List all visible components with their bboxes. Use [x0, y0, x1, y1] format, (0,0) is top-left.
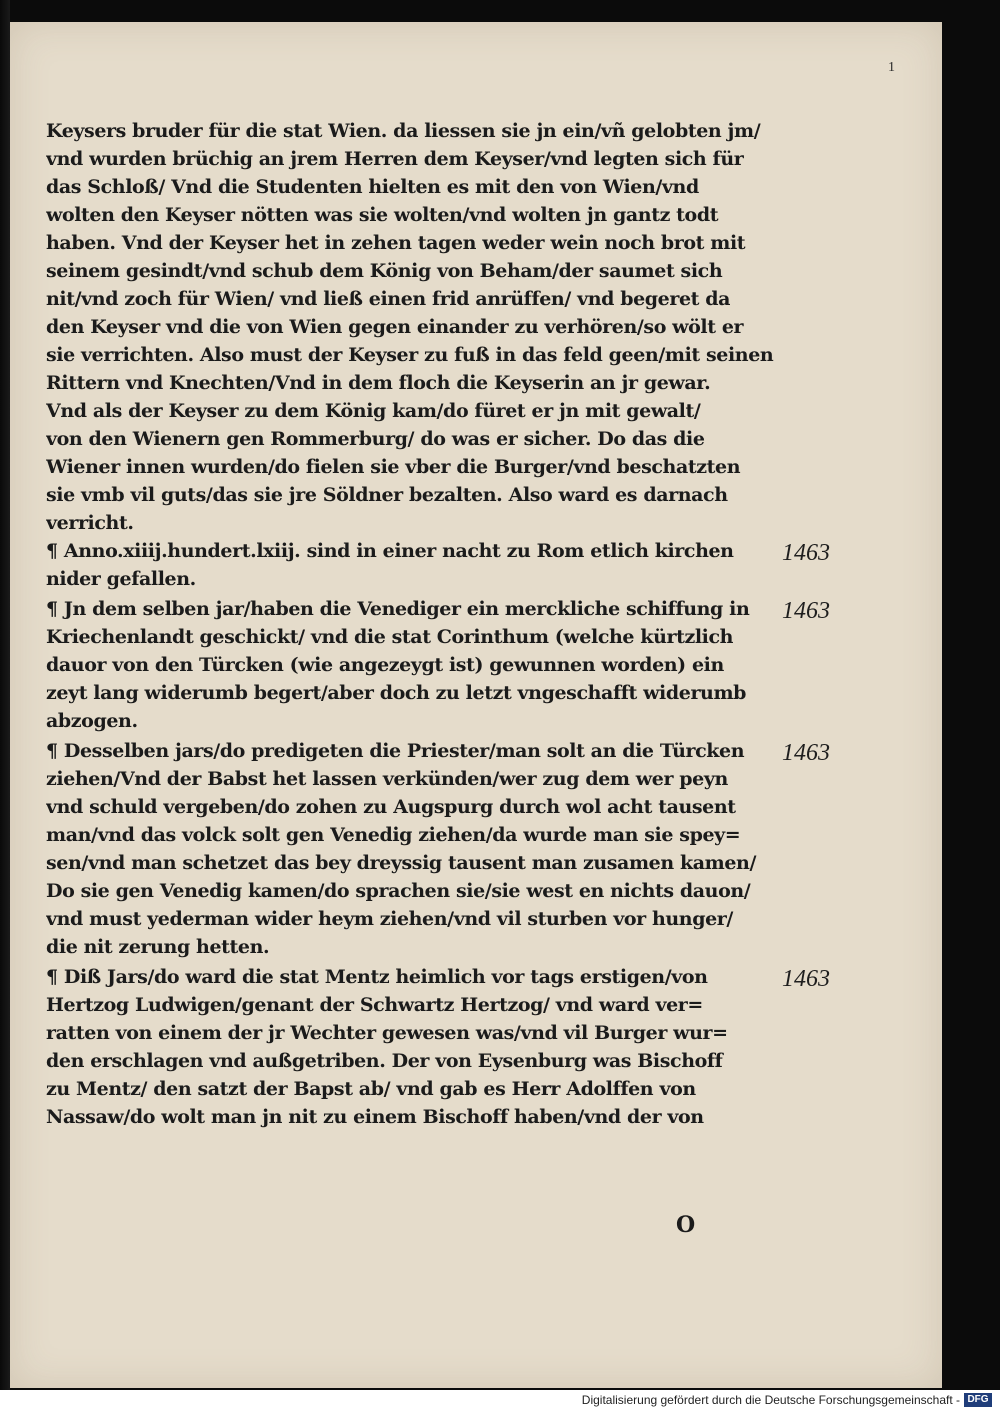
- scanned-page: [10, 22, 942, 1388]
- text-line: verricht.: [46, 512, 134, 534]
- text-line: haben. Vnd der Keyser het in zehen tagen weder wein noch brot mit: [46, 232, 746, 254]
- text-line: den erschlagen vnd außgetriben. Der von Eysenburg was Bischoff: [46, 1050, 723, 1072]
- text-line: die nit zerung hetten.: [46, 936, 270, 958]
- text-line: Rittern vnd Knechten/Vnd in dem floch die Keyserin an jr gewar.: [46, 372, 711, 394]
- text-line: Keysers bruder für die stat Wien. da liessen sie jn ein/vñ gelobten jm/: [46, 120, 761, 142]
- folio-mark: 1: [888, 60, 895, 75]
- margin-year: 1463: [782, 598, 830, 624]
- margin-year: 1463: [782, 540, 830, 566]
- margin-year: 1463: [782, 740, 830, 766]
- text-line: sen/vnd man schetzet das bey dreyssig tausent man zusamen kamen/: [46, 852, 757, 874]
- text-line: den Keyser vnd die von Wien gegen einander zu verhören/so wölt er: [46, 316, 744, 338]
- text-line: das Schloß/ Vnd die Studenten hielten es mit den von Wien/vnd: [46, 176, 699, 198]
- text-line: Do sie gen Venedig kamen/do sprachen sie/sie west en nichts dauon/: [46, 880, 751, 902]
- text-line: Nassaw/do wolt man jn nit zu einem Bischoff haben/vnd der von: [46, 1106, 704, 1128]
- text-line: ¶ Diß Jars/do ward die stat Mentz heimlich vor tags erstigen/von: [46, 966, 708, 988]
- text-line: zeyt lang widerumb begert/aber doch zu letzt vngeschafft widerumb: [46, 682, 747, 704]
- text-line: vnd must yederman wider heym ziehen/vnd vil sturben vor hunger/: [46, 908, 733, 930]
- book-binding-edge: [0, 0, 10, 1390]
- text-line: ¶ Desselben jars/do predigeten die Priester/man solt an die Türcken: [46, 740, 745, 762]
- text-line: nit/vnd zoch für Wien/ vnd ließ einen frid anrüffen/ vnd begeret da: [46, 288, 731, 310]
- text-line: ¶ Anno.xiiij.hundert.lxiij. sind in einer nacht zu Rom etlich kirchen: [46, 540, 734, 562]
- text-line: zu Mentz/ den satzt der Bapst ab/ vnd gab es Herr Adolffen von: [46, 1078, 696, 1100]
- text-line: Kriechenlandt geschickt/ vnd die stat Corinthum (welche kürtzlich: [46, 626, 734, 648]
- dfg-logo: DFG: [964, 1393, 992, 1407]
- text-line: sie vmb vil guts/das sie jre Söldner bezalten. Also ward es darnach: [46, 484, 728, 506]
- text-line: ¶ Jn dem selben jar/haben die Venediger ein merckliche schiffung in: [46, 598, 750, 620]
- text-line: von den Wienern gen Rommerburg/ do was er sicher. Do das die: [46, 428, 705, 450]
- text-line: abzogen.: [46, 710, 138, 732]
- footer-bar: [0, 1390, 1000, 1411]
- text-line: man/vnd das volck solt gen Venedig ziehen/da wurde man sie spey=: [46, 824, 741, 846]
- text-line: Wiener innen wurden/do fielen sie vber die Burger/vnd beschatzten: [46, 456, 741, 478]
- signature-mark: O: [676, 1212, 696, 1238]
- text-line: vnd wurden brüchig an jrem Herren dem Keyser/vnd legten sich für: [46, 148, 744, 170]
- text-line: dauor von den Türcken (wie angezeygt ist) gewunnen worden) ein: [46, 654, 724, 676]
- margin-year: 1463: [782, 966, 830, 992]
- text-line: ziehen/Vnd der Babst het lassen verkünden/wer zug dem wer peyn: [46, 768, 728, 790]
- text-line: Hertzog Ludwigen/genant der Schwartz Hertzog/ vnd ward ver=: [46, 994, 703, 1016]
- text-line: vnd schuld vergeben/do zohen zu Augspurg durch wol acht tausent: [46, 796, 736, 818]
- text-line: sie verrichten. Also must der Keyser zu fuß in das feld geen/mit seinen: [46, 344, 774, 366]
- text-line: ratten von einem der jr Wechter gewesen was/vnd vil Burger wur=: [46, 1022, 728, 1044]
- footer-credit-text: Digitalisierung gefördert durch die Deutsche Forschungsgemeinschaft -: [581, 1393, 960, 1407]
- text-line: nider gefallen.: [46, 568, 196, 590]
- text-line: seinem gesindt/vnd schub dem König von Beham/der saumet sich: [46, 260, 723, 282]
- text-line: Vnd als der Keyser zu dem König kam/do füret er jn mit gewalt/: [46, 400, 701, 422]
- text-line: wolten den Keyser nötten was sie wolten/vnd wolten jn gantz todt: [46, 204, 719, 226]
